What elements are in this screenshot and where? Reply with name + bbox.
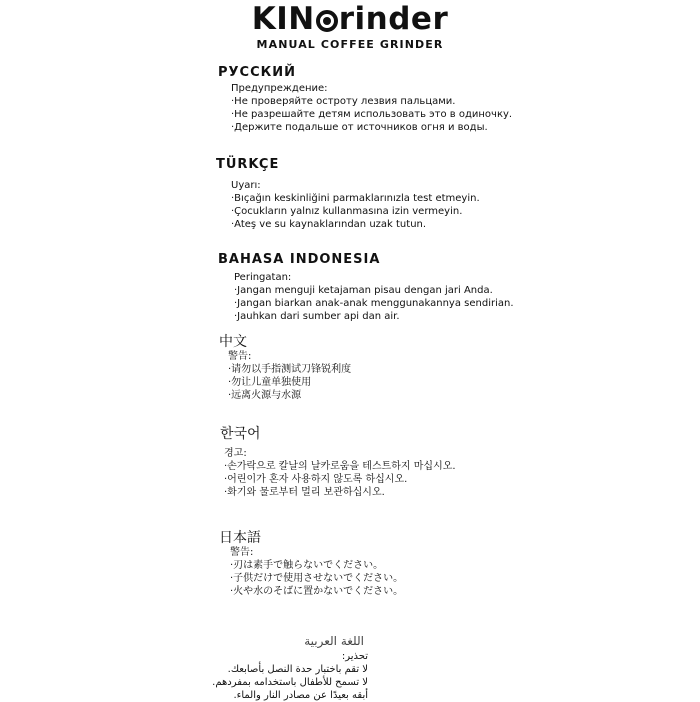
warning-line: ·Не разрешайте детям использовать это в одиночку. — [231, 109, 513, 120]
warning-line: ·远离火源与水源 — [228, 390, 302, 401]
warning-label: 警告: — [228, 351, 252, 362]
warning-block — [228, 350, 351, 402]
warning-block — [230, 546, 403, 598]
warning-line: أبقه بعيدًا عن مصادر النار والماء. — [233, 690, 368, 701]
warning-line: لا تقم باختبار حدة النصل بأصابعك. — [227, 664, 368, 675]
warning-line: ·勿让儿童单独使用 — [228, 377, 312, 388]
section-heading: TÜRKÇE — [216, 157, 280, 172]
warning-block — [231, 179, 480, 231]
brand-suffix: rinder — [338, 1, 449, 37]
brand-prefix: KIN — [251, 1, 315, 37]
warning-label: 경고: — [224, 448, 247, 459]
warning-line: ·손가락으로 칼날의 날카로움을 테스트하지 마십시오. — [224, 461, 456, 472]
section-heading: РУССКИЙ — [218, 65, 297, 80]
section-korean — [220, 426, 456, 499]
warning-label: Uyarı: — [231, 180, 261, 191]
section-russian — [218, 65, 512, 134]
brand-logo — [252, 2, 449, 36]
warning-line: ·화기와 물로부터 멀리 보관하십시오. — [224, 487, 385, 498]
product-subtitle: MANUAL COFFEE GRINDER — [256, 38, 444, 51]
warning-line: ·子供だけで使用させないでください。 — [230, 573, 404, 584]
warning-line: لا تسمح للأطفال باستخدامه بمفردهم. — [212, 677, 368, 688]
warning-label: تحذير: — [341, 651, 368, 662]
warning-block — [231, 82, 512, 134]
brand-header — [0, 2, 700, 51]
warning-line: ·Jauhkan dari sumber api dan air. — [234, 311, 400, 322]
section-heading: 日本語 — [219, 530, 261, 546]
section-indonesian — [218, 252, 514, 323]
warning-label: Peringatan: — [234, 272, 292, 283]
warning-line: ·Jangan menguji ketajaman pisau dengan jari Anda. — [234, 285, 493, 296]
warning-line: ·Не проверяйте остроту лезвия пальцами. — [231, 96, 456, 107]
section-turkish — [216, 157, 480, 231]
warning-line: ·어린이가 혼자 사용하지 않도록 하십시오. — [224, 474, 408, 485]
warning-line: ·请勿以手指测试刀锋锐利度 — [228, 364, 352, 375]
section-chinese — [219, 334, 351, 402]
warning-label: Предупреждение: — [231, 83, 328, 94]
warning-block — [200, 650, 368, 702]
warning-line: ·Jangan biarkan anak-anak menggunakannya sendirian. — [234, 298, 514, 309]
gear-icon — [316, 10, 338, 32]
warning-line: ·Çocukların yalnız kullanmasına izin vermeyin. — [231, 206, 463, 217]
section-heading: 中文 — [219, 334, 247, 350]
warning-block — [224, 447, 456, 499]
section-heading: BAHASA INDONESIA — [218, 252, 381, 267]
section-heading: اللغة العربية — [304, 634, 364, 648]
warning-block — [234, 271, 514, 323]
section-heading: 한국어 — [220, 426, 261, 442]
warning-line: ·刃は素手で触らないでください。 — [230, 560, 384, 571]
warning-line: ·Ateş ve su kaynaklarından uzak tutun. — [231, 219, 427, 230]
warning-line: ·Держите подальше от источников огня и воды. — [231, 122, 488, 133]
warning-line: ·Bıçağın keskinliğini parmaklarınızla test etmeyin. — [231, 193, 480, 204]
warning-label: 警告: — [230, 547, 254, 558]
section-japanese — [219, 530, 403, 598]
warning-line: ·火や水のそばに置かないでください。 — [230, 586, 404, 597]
section-arabic — [200, 633, 368, 702]
